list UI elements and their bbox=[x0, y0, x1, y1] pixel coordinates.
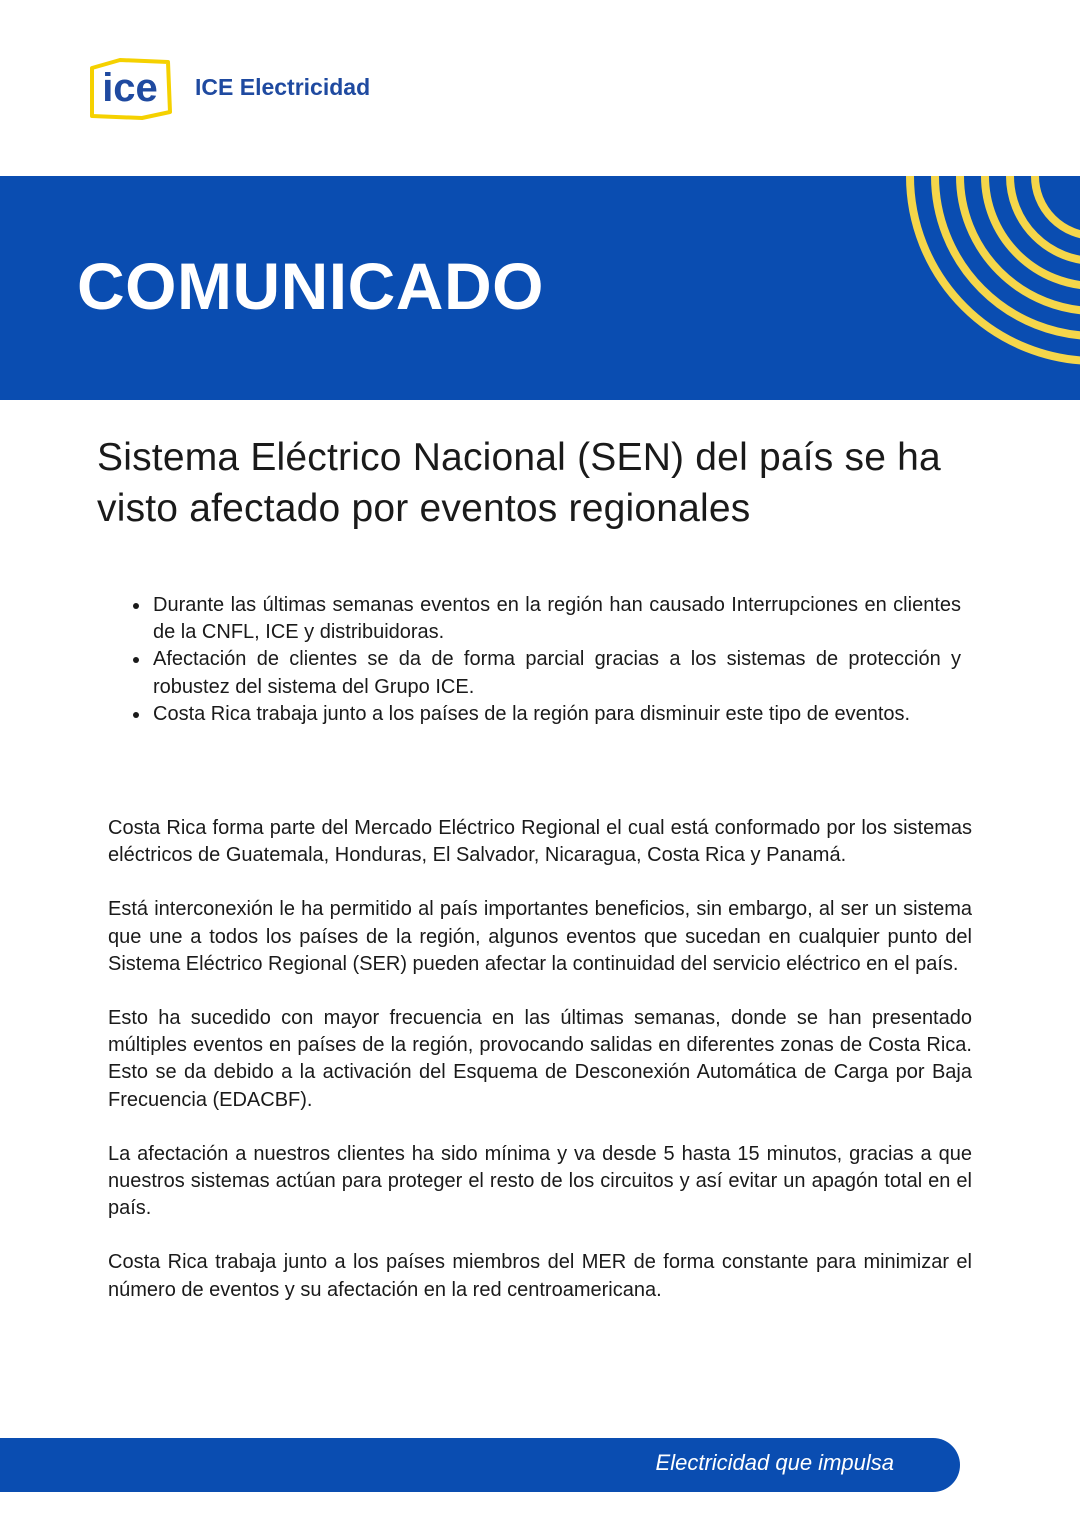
body-text bbox=[108, 815, 972, 1331]
paragraph: Esto ha sucedido con mayor frecuencia en las últimas semanas, donde se han presentado múltiples eventos en países de la región, provocando salidas en diferentes zonas de Costa Rica. Esto se da debido a la activación del Esquema de Desconexión Automática de Carga por Baja Frecuencia (EDACBF). bbox=[108, 1007, 972, 1111]
paragraph: Costa Rica forma parte del Mercado Eléctrico Regional el cual está conformado por los sistemas eléctricos de Guatemala, Honduras, El Salvador, Nicaragua, Costa Rica y Panamá. bbox=[108, 817, 972, 867]
concentric-arcs-decoration bbox=[0, 176, 1080, 400]
bullet-item: Afectación de clientes se da de forma parcial gracias a los sistemas de protección y robustez del sistema del Grupo ICE. bbox=[133, 646, 961, 700]
headline: Sistema Eléctrico Nacional (SEN) del país se ha visto afectado por eventos regionales bbox=[97, 436, 941, 530]
footer-bar bbox=[0, 1438, 960, 1492]
paragraph: La afectación a nuestros clientes ha sido mínima y va desde 5 hasta 15 minutos, gracias a que nuestros sistemas actúan para proteger el resto de los circuitos y así evitar un apagón total en el país. bbox=[108, 1142, 972, 1220]
banner-title: COMUNICADO bbox=[77, 249, 544, 323]
page-header bbox=[0, 0, 1080, 176]
paragraph: Está interconexión le ha permitido al país importantes beneficios, sin embargo, al ser un sistema que une a todos los países de la región, algunos eventos que sucedan en cualquier punto del Sistema Eléctrico Regional (SER) pueden afectar la continuidad del servicio eléctrico en el país. bbox=[108, 898, 972, 975]
footer-tagline: Electricidad que impulsa bbox=[655, 1450, 894, 1475]
key-points-list bbox=[133, 592, 961, 728]
bullet-item: Durante las últimas semanas eventos en la región han causado Interrupciones en clientes de la CNFL, ICE y distribuidoras. bbox=[133, 592, 961, 646]
logo-text: ice bbox=[102, 66, 158, 110]
paragraph: Costa Rica trabaja junto a los países miembros del MER de forma constante para minimizar el número de eventos y su afectación en la red centroamericana. bbox=[108, 1251, 972, 1301]
arc-5 bbox=[1010, 176, 1080, 261]
title-banner bbox=[0, 176, 1080, 400]
ice-logo bbox=[86, 54, 174, 124]
brand-name: ICE Electricidad bbox=[195, 74, 371, 100]
arc-6 bbox=[1035, 176, 1080, 236]
bullet-item: Costa Rica trabaja junto a los países de la región para disminuir este tipo de eventos. bbox=[133, 701, 961, 728]
